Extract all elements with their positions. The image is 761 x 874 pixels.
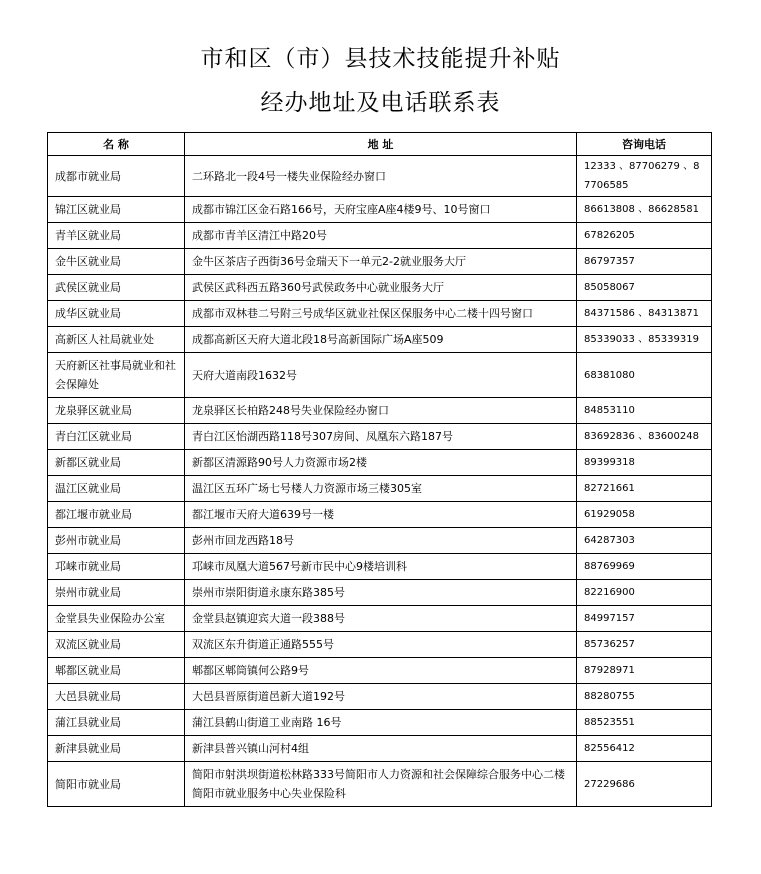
- office-phone: 85058067: [577, 275, 712, 301]
- office-phone: 82216900: [577, 580, 712, 606]
- office-name: 青羊区就业局: [48, 223, 185, 249]
- office-address: 邛崃市凤凰大道567号新市民中心9楼培训科: [185, 554, 577, 580]
- office-address: 新津县普兴镇山河村4组: [185, 736, 577, 762]
- office-address: 大邑县晋原街道邑新大道192号: [185, 684, 577, 710]
- table-row: [48, 658, 712, 684]
- table-row: [48, 580, 712, 606]
- table-row: [48, 554, 712, 580]
- office-address: 成都市双林巷二号附三号成华区就业社保区保服务中心二楼十四号窗口: [185, 301, 577, 327]
- table-row: [48, 223, 712, 249]
- office-phone: 86613808 、86628581: [577, 197, 712, 223]
- table-row: [48, 450, 712, 476]
- table-row: [48, 301, 712, 327]
- office-name: 青白江区就业局: [48, 424, 185, 450]
- office-address: 彭州市回龙西路18号: [185, 528, 577, 554]
- office-name: 龙泉驿区就业局: [48, 398, 185, 424]
- office-phone: 27229686: [577, 762, 712, 807]
- office-address: 简阳市射洪坝街道松林路333号简阳市人力资源和社会保障综合服务中心二楼 简阳市就业服务中心失业保险科: [185, 762, 577, 807]
- office-name: 新都区就业局: [48, 450, 185, 476]
- office-address: 成都市青羊区清江中路20号: [185, 223, 577, 249]
- table-row: [48, 502, 712, 528]
- header-address: 地 址: [185, 133, 577, 156]
- table-row: [48, 249, 712, 275]
- office-name: 成华区就业局: [48, 301, 185, 327]
- office-name: 邛崃市就业局: [48, 554, 185, 580]
- office-name: 新津县就业局: [48, 736, 185, 762]
- office-phone: 12333 、87706279 、87706585: [577, 156, 712, 197]
- office-address: 青白江区怡湖西路118号307房间、凤凰东六路187号: [185, 424, 577, 450]
- office-address: 都江堰市天府大道639号一楼: [185, 502, 577, 528]
- table-row: [48, 684, 712, 710]
- office-name: 金堂县失业保险办公室: [48, 606, 185, 632]
- office-name: 崇州市就业局: [48, 580, 185, 606]
- office-name: 成都市就业局: [48, 156, 185, 197]
- table-row: [48, 353, 712, 398]
- office-address: 天府大道南段1632号: [185, 353, 577, 398]
- office-name: 武侯区就业局: [48, 275, 185, 301]
- office-name: 都江堰市就业局: [48, 502, 185, 528]
- office-phone: 86797357: [577, 249, 712, 275]
- table-row: [48, 710, 712, 736]
- office-address: 金牛区茶店子西街36号金瑞天下一单元2-2就业服务大厅: [185, 249, 577, 275]
- table-row: [48, 197, 712, 223]
- office-phone: 82556412: [577, 736, 712, 762]
- table-row: [48, 156, 712, 197]
- office-address: 双流区东升街道正通路555号: [185, 632, 577, 658]
- table-header-row: [48, 133, 712, 156]
- header-name: 名 称: [48, 133, 185, 156]
- office-phone: 85339033 、85339319: [577, 327, 712, 353]
- office-address: 新都区清源路90号人力资源市场2楼: [185, 450, 577, 476]
- office-phone: 61929058: [577, 502, 712, 528]
- table-row: [48, 762, 712, 807]
- office-address: 蒲江县鹤山街道工业南路 16号: [185, 710, 577, 736]
- office-name: 双流区就业局: [48, 632, 185, 658]
- office-address: 崇州市崇阳街道永康东路385号: [185, 580, 577, 606]
- office-address: 龙泉驿区长柏路248号失业保险经办窗口: [185, 398, 577, 424]
- office-phone: 68381080: [577, 353, 712, 398]
- table-row: [48, 476, 712, 502]
- table-row: [48, 736, 712, 762]
- office-address: 郫都区郫筒镇何公路9号: [185, 658, 577, 684]
- office-phone: 85736257: [577, 632, 712, 658]
- office-phone: 84997157: [577, 606, 712, 632]
- table-row: [48, 632, 712, 658]
- office-name: 锦江区就业局: [48, 197, 185, 223]
- office-phone: 88769969: [577, 554, 712, 580]
- office-phone: 87928971: [577, 658, 712, 684]
- table-row: [48, 528, 712, 554]
- office-name: 简阳市就业局: [48, 762, 185, 807]
- table-row: [48, 275, 712, 301]
- table-row: [48, 327, 712, 353]
- office-phone: 83692836 、83600248: [577, 424, 712, 450]
- header-phone: 咨询电话: [577, 133, 712, 156]
- table-row: [48, 424, 712, 450]
- table-row: [48, 398, 712, 424]
- office-phone: 84853110: [577, 398, 712, 424]
- office-phone: 88280755: [577, 684, 712, 710]
- office-phone: 84371586 、84313871: [577, 301, 712, 327]
- office-address: 成都高新区天府大道北段18号高新国际广场A座509: [185, 327, 577, 353]
- office-phone: 67826205: [577, 223, 712, 249]
- table-row: [48, 606, 712, 632]
- office-address: 金堂县赵镇迎宾大道一段388号: [185, 606, 577, 632]
- office-name: 金牛区就业局: [48, 249, 185, 275]
- office-address: 二环路北一段4号一楼失业保险经办窗口: [185, 156, 577, 197]
- document-title: 市和区（市）县技术技能提升补贴: [200, 46, 561, 72]
- office-name: 大邑县就业局: [48, 684, 185, 710]
- office-phone: 88523551: [577, 710, 712, 736]
- office-address: 武侯区武科西五路360号武侯政务中心就业服务大厅: [185, 275, 577, 301]
- contact-table: [47, 132, 712, 807]
- office-phone: 82721661: [577, 476, 712, 502]
- document-subtitle: 经办地址及电话联系表: [260, 90, 501, 116]
- office-name: 郫都区就业局: [48, 658, 185, 684]
- office-name: 高新区人社局就业处: [48, 327, 185, 353]
- office-name: 蒲江县就业局: [48, 710, 185, 736]
- office-phone: 89399318: [577, 450, 712, 476]
- office-address: 成都市锦江区金石路166号，天府宝座A座4楼9号、10号窗口: [185, 197, 577, 223]
- office-name: 天府新区社事局就业和社会保障处: [48, 353, 185, 398]
- office-name: 温江区就业局: [48, 476, 185, 502]
- office-phone: 64287303: [577, 528, 712, 554]
- office-name: 彭州市就业局: [48, 528, 185, 554]
- office-address: 温江区五环广场七号楼人力资源市场三楼305室: [185, 476, 577, 502]
